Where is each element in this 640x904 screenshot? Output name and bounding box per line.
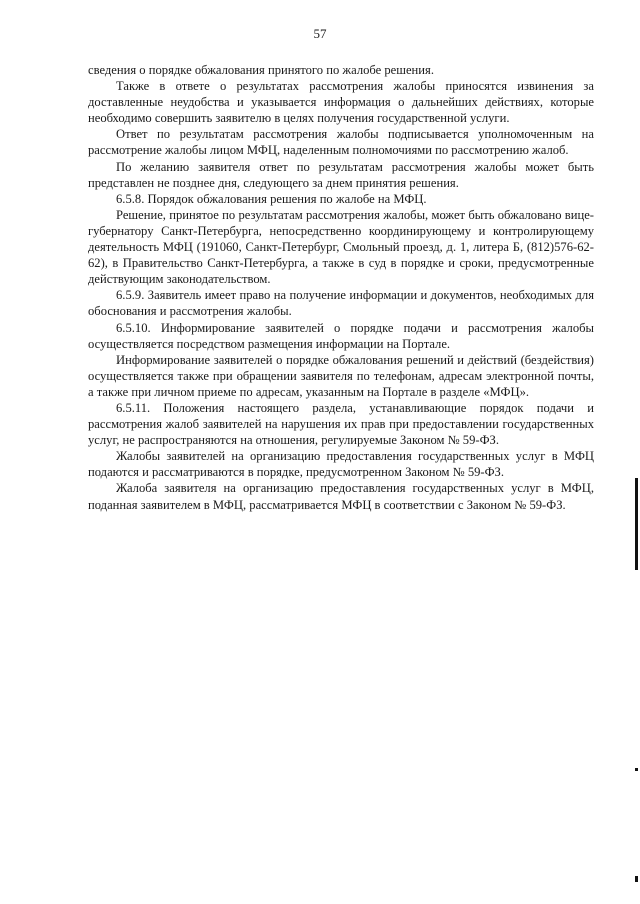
paragraph-8: 6.5.10. Информирование заявителей о порядке подачи и рассмотрения жалобы осуществляется посредством размещения информации на Портале. — [88, 320, 594, 351]
scan-edge-mark — [635, 876, 638, 882]
paragraph-12: Жалоба заявителя на организацию предоставления государственных услуг в МФЦ, поданная заявителем в МФЦ, рассматривается МФЦ в соответствии с Законом № 59-ФЗ. — [88, 481, 594, 512]
scan-edge-mark — [635, 478, 638, 570]
paragraph-6: Решение, принятое по результатам рассмотрения жалобы, может быть обжаловано вице-губернатору Санкт-Петербурга, непосредственно координирующему и контролирующему деятельность МФЦ (191060, Санкт-Петербург, Смольный проезд, д. 1, литера Б, (812)576-62-62), в Правительство Санкт-Петербурга, а также в суд в порядке и сроки, предусмотренные действующим законодательством. — [88, 207, 594, 287]
paragraph-7: 6.5.9. Заявитель имеет право на получение информации и документов, необходимых для обоснования и рассмотрения жалобы. — [88, 288, 594, 319]
page-number: 57 — [313, 26, 327, 41]
document-body — [88, 62, 594, 513]
paragraph-1: сведения о порядке обжалования принятого по жалобе решения. — [88, 63, 434, 77]
paragraph-3: Ответ по результатам рассмотрения жалобы подписывается уполномоченным на рассмотрение жалобы лицом МФЦ, наделенным полномочиями по рассмотрению жалоб. — [88, 127, 594, 158]
paragraph-2: Также в ответе о результатах рассмотрения жалобы приносятся извинения за доставленные неудобства и указывается информация о дальнейших действиях, которые необходимо совершить заявителю в целях получения государственной услуги. — [88, 79, 594, 126]
paragraph-5: 6.5.8. Порядок обжалования решения по жалобе на МФЦ. — [116, 191, 427, 206]
paragraph-4: По желанию заявителя ответ по результатам рассмотрения жалобы может быть представлен не позднее дня, следующего за днем принятия решения. — [88, 159, 594, 190]
paragraph-11: Жалобы заявителей на организацию предоставления государственных услуг в МФЦ подаются и рассматриваются в порядке, предусмотренном Законом № 59-ФЗ. — [88, 449, 594, 480]
paragraph-10: 6.5.11. Положения настоящего раздела, устанавливающие порядок подачи и рассмотрения жалоб заявителей на нарушения их прав при предоставлении государственных услуг, не распространяются на отношения, регулируемые Законом № 59-ФЗ. — [88, 400, 594, 448]
scan-edge-mark — [635, 768, 638, 771]
paragraph-9: Информирование заявителей о порядке обжалования решений и действий (бездействия) осуществляется также при обращении заявителя по телефонам, адресам электронной почты, а также при личном приеме по адресам, указанным на Портале в разделе «МФЦ». — [88, 352, 594, 399]
